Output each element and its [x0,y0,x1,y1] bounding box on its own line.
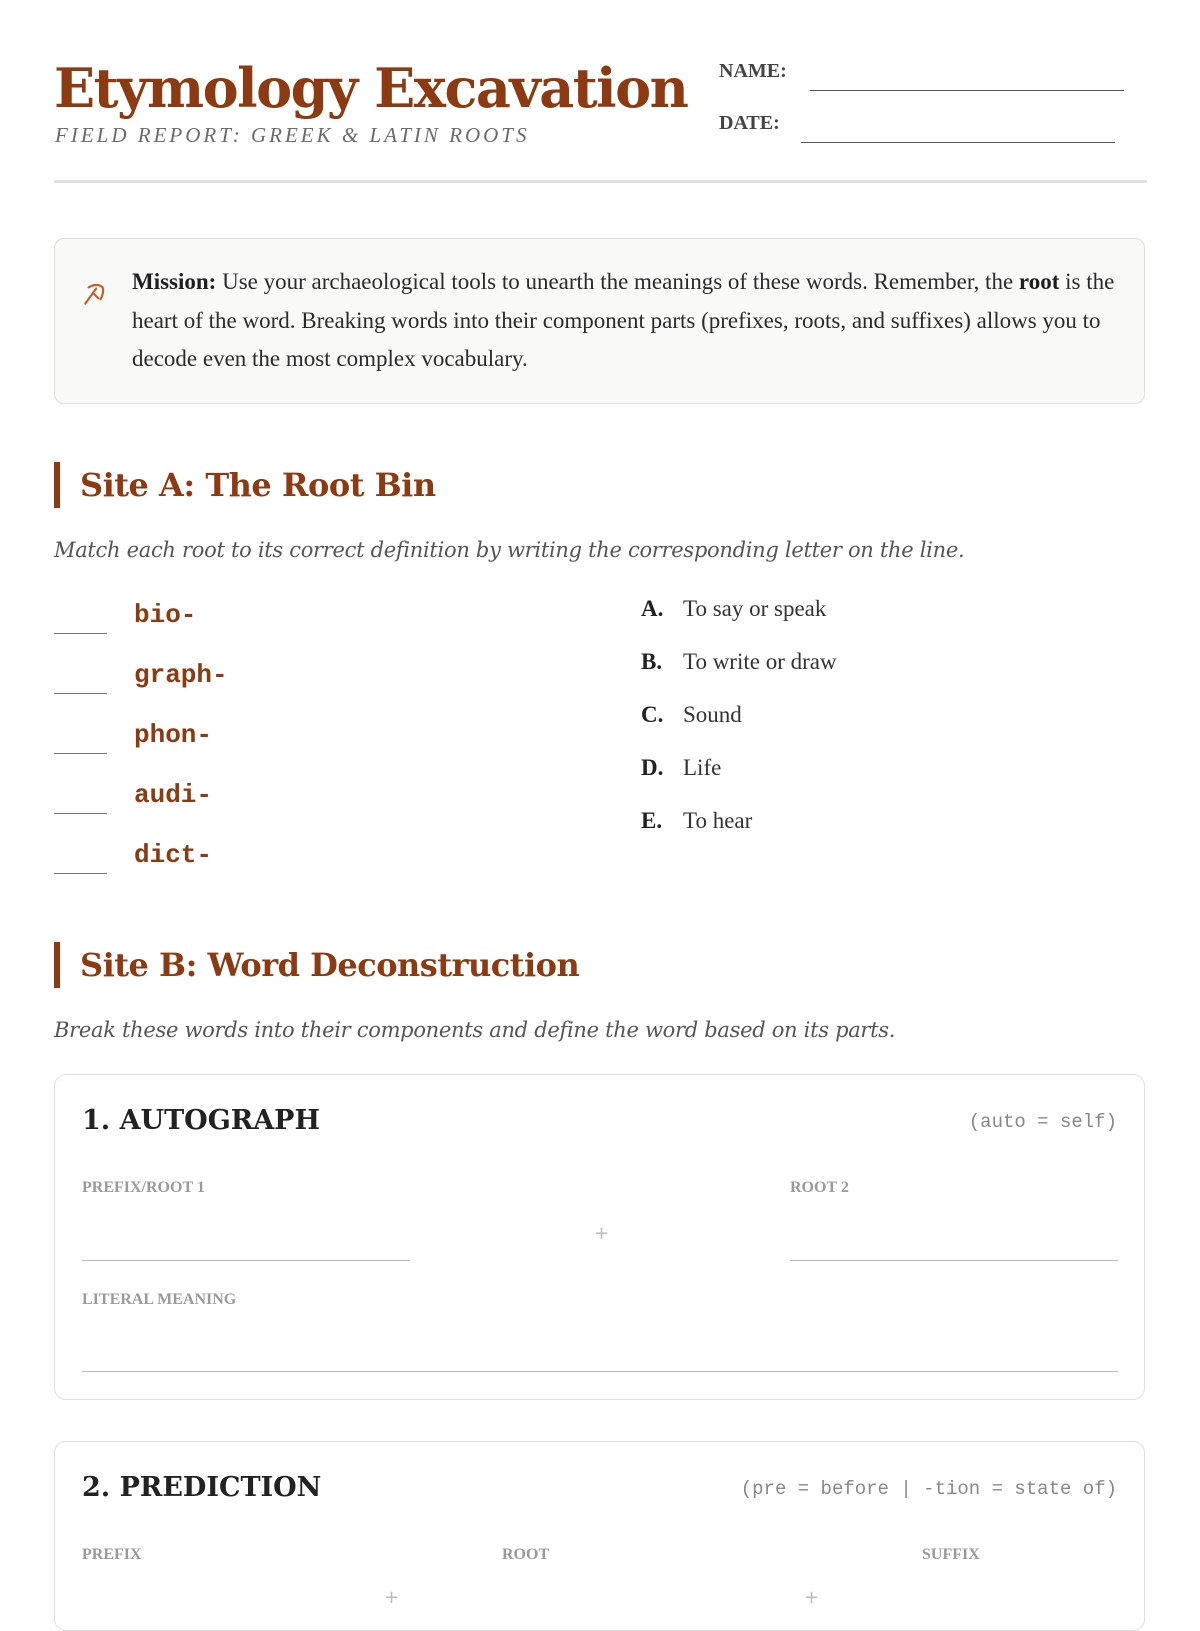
word-card-autograph [54,1074,1145,1400]
answer-blank[interactable] [54,813,107,814]
definition-text: Life [683,755,722,780]
name-field[interactable] [810,90,1124,91]
definition-item [641,702,1141,732]
word-title: 2. PREDICTION [82,1472,322,1503]
root-term: graph- [134,660,228,690]
root-term: bio- [134,600,197,630]
slot-label-suffix: SUFFIX [922,1546,980,1563]
definition-text: To say or speak [683,596,827,621]
site-b-instructions: Break these words into their components and define the word based on its parts. [54,1018,896,1042]
meaning-input[interactable] [82,1371,1118,1372]
answer-blank[interactable] [54,693,107,694]
definition-item [641,596,1141,626]
mission-body-2: is the heart of the word. Breaking words into their component parts (prefixes, roots, and suffixes) allows you to decode even the most complex vocabulary. [132,269,1115,371]
word-hint: (auto = self) [968,1111,1117,1133]
definition-text: To hear [683,808,753,833]
definition-item [641,808,1141,838]
root-term: dict- [134,840,213,870]
site-a-instructions: Match each root to its correct definition by writing the corresponding letter on the line. [54,538,965,562]
mission-text [132,263,1122,379]
plus-sign: + [384,1587,400,1608]
definition-item [641,755,1141,785]
root-row [54,654,454,694]
mission-bold-root: root [1018,269,1060,294]
header-divider [54,180,1147,183]
answer-blank[interactable] [54,633,107,634]
date-field[interactable] [801,142,1115,143]
root2-input[interactable] [790,1260,1118,1261]
date-label: DATE: [719,112,780,134]
word-title: 1. AUTOGRAPH [82,1105,320,1136]
root-term: audi- [134,780,213,810]
mission-label: Mission: [132,269,217,294]
definition-letter: C. [641,702,664,727]
definition-letter: D. [641,755,664,780]
word-hint: (pre = before | -tion = state of) [740,1478,1117,1500]
answer-blank[interactable] [54,753,107,754]
site-b-heading: Site B: Word Deconstruction [54,942,754,988]
mission-box [54,238,1145,404]
root-row [54,594,454,634]
prefix-root-input[interactable] [82,1260,410,1261]
slot-label-meaning: LITERAL MEANING [82,1291,237,1308]
slot-label-prefix: PREFIX [82,1546,142,1563]
pickaxe-icon [81,282,107,308]
root-row [54,834,454,874]
root-row [54,714,454,754]
plus-sign: + [594,1223,610,1244]
definition-letter: B. [641,649,663,674]
plus-sign: + [804,1587,820,1608]
definition-item [641,649,1141,679]
site-a-heading: Site A: The Root Bin [54,462,754,508]
slot-label-root2: ROOT 2 [790,1179,849,1196]
page-subtitle: FIELD REPORT: GREEK & LATIN ROOTS [55,123,530,147]
slot-label-root: ROOT [502,1546,550,1563]
root-term: phon- [134,720,213,750]
name-label: NAME: [719,60,787,82]
slot-label-prefix-root: PREFIX/ROOT 1 [82,1179,205,1196]
definition-text: To write or draw [683,649,837,674]
word-card-prediction [54,1441,1145,1631]
definition-letter: A. [641,596,664,621]
definition-text: Sound [683,702,742,727]
root-row [54,774,454,814]
page-title: Etymology Excavation [54,56,688,120]
mission-body-1: Use your archaeological tools to unearth the meanings of these words. Remember, the [216,269,1019,294]
answer-blank[interactable] [54,873,107,874]
definition-letter: E. [641,808,663,833]
